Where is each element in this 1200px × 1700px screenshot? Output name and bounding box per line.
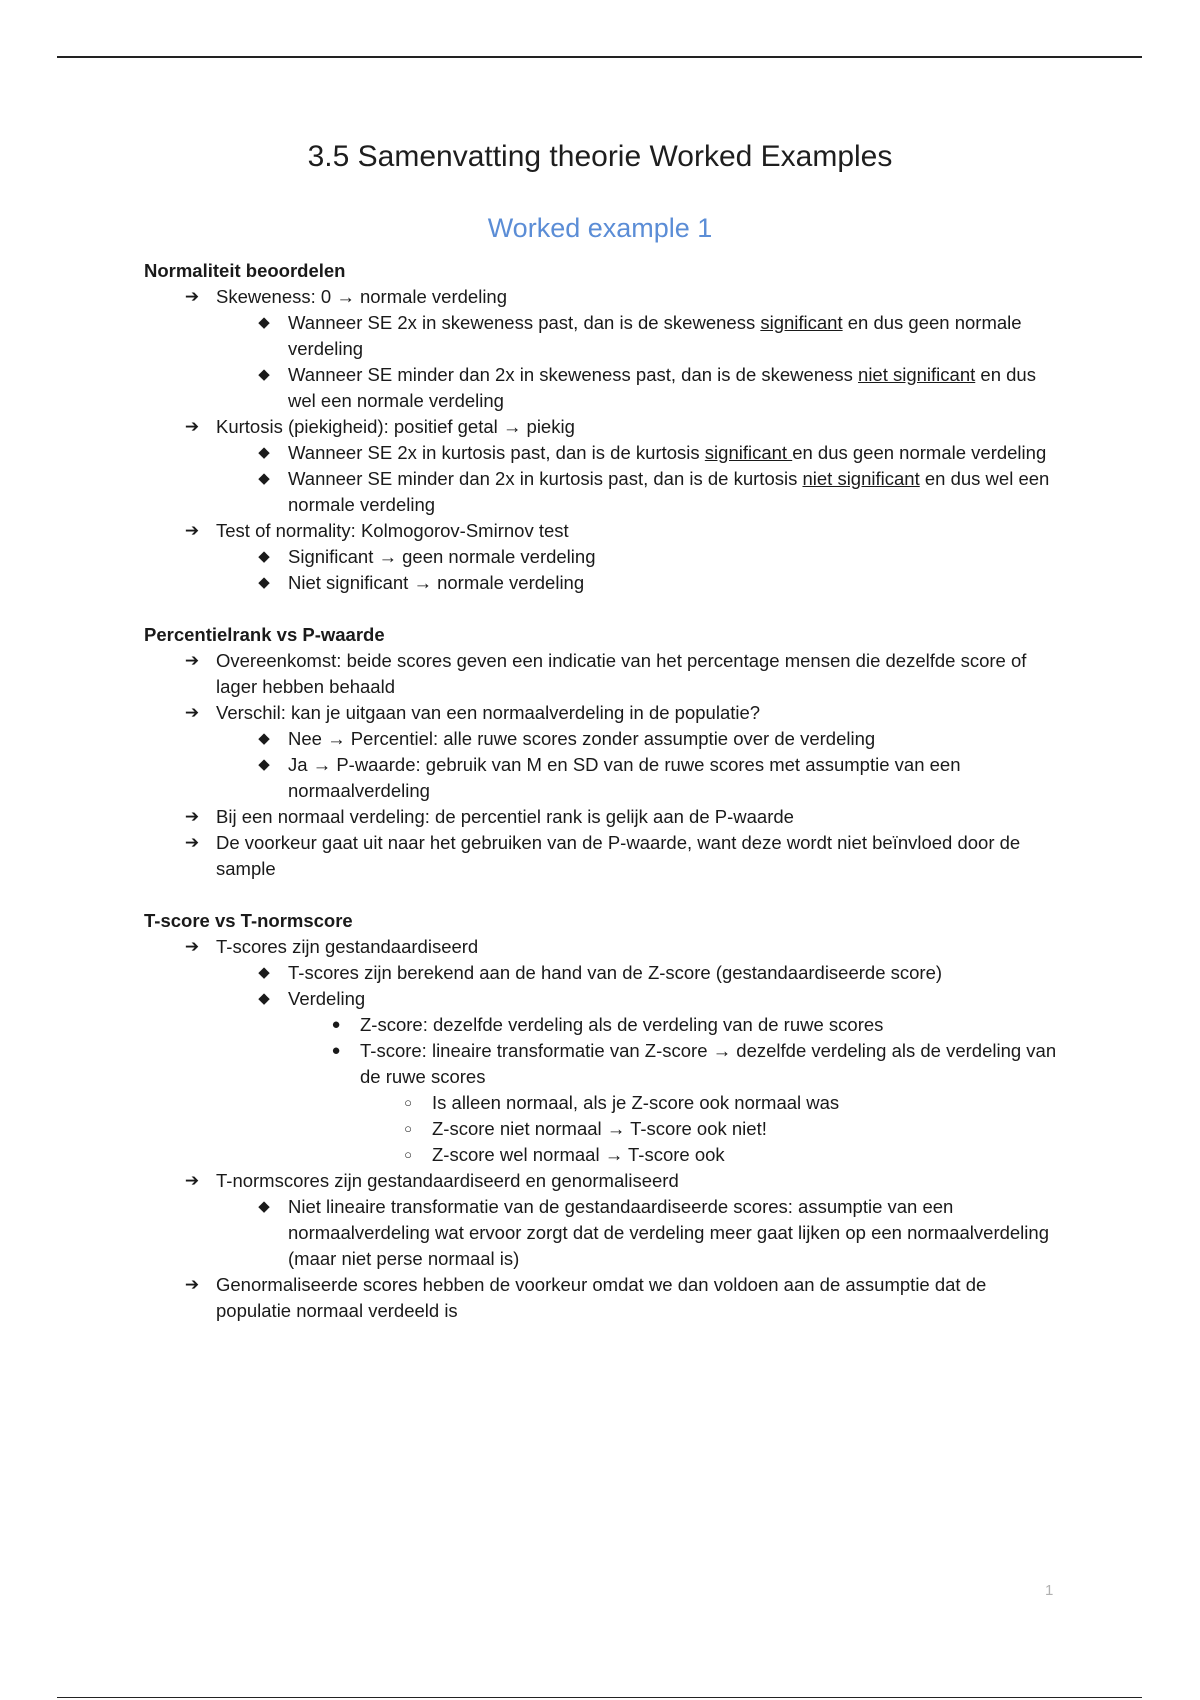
list-item — [144, 1142, 1064, 1168]
list-item — [144, 1038, 1064, 1090]
list-item — [144, 960, 1064, 986]
underlined-term: significant — [760, 312, 843, 333]
item-text: Wanneer SE minder dan 2x in skeweness past, dan is de skeweness — [288, 364, 859, 385]
underlined-term: significant — [704, 442, 793, 463]
item-text: Wanneer SE minder dan 2x in kurtosis past, dan is de kurtosis — [288, 468, 803, 489]
item-text: Kurtosis (piekigheid): positief getal → piekig — [216, 416, 575, 437]
item-text: T-normscores zijn gestandaardiseerd en genormaliseerd — [216, 1170, 679, 1191]
item-text: Z-score niet normaal → T-score ook niet! — [432, 1118, 767, 1139]
item-text: Overeenkomst: beide scores geven een indicatie van het percentage mensen die dezelfde score of lager hebben behaald — [216, 650, 1027, 697]
diamond-icon: ◆ — [258, 548, 270, 565]
item-text: en dus wel een normale verdeling — [288, 364, 1036, 411]
list-item — [144, 414, 1064, 440]
bullet-icon: ● — [331, 1016, 341, 1033]
document-body — [144, 258, 1064, 1324]
item-text: en dus geen normale verdeling — [288, 312, 1022, 359]
list-item — [144, 700, 1064, 726]
diamond-icon: ◆ — [258, 444, 270, 461]
diamond-icon: ◆ — [258, 366, 270, 383]
bottom-rule — [57, 1697, 1142, 1698]
list-item — [144, 830, 1064, 882]
underlined-term: niet significant — [802, 468, 920, 489]
item-text: Wanneer SE 2x in skeweness past, dan is de skeweness — [288, 312, 761, 333]
list-item — [144, 648, 1064, 700]
list-item — [144, 570, 1064, 596]
item-text: Significant → geen normale verdeling — [288, 546, 596, 567]
list-item — [144, 544, 1064, 570]
arrow-icon: ➔ — [184, 417, 200, 436]
arrow-icon: ➔ — [184, 833, 200, 852]
list-item — [144, 284, 1064, 310]
list-item — [144, 1116, 1064, 1142]
diamond-icon: ◆ — [258, 314, 270, 331]
diamond-icon: ◆ — [258, 470, 270, 487]
diamond-icon: ◆ — [258, 730, 270, 747]
arrow-icon: ➔ — [184, 703, 200, 722]
item-text: en dus wel een normale verdeling — [288, 468, 1050, 515]
item-text: Z-score: dezelfde verdeling als de verdeling van de ruwe scores — [360, 1014, 884, 1035]
list-item — [144, 1090, 1064, 1116]
list-item — [144, 804, 1064, 830]
diamond-icon: ◆ — [258, 990, 270, 1007]
list-item — [144, 362, 1064, 414]
item-text: T-scores zijn berekend aan de hand van de Z-score (gestandaardiseerde score) — [288, 962, 943, 983]
arrow-icon: ➔ — [184, 521, 200, 540]
arrow-icon: ➔ — [184, 651, 200, 670]
item-text: Verdeling — [288, 988, 366, 1009]
section-heading-percentiel: Percentielrank vs P-waarde — [144, 624, 385, 645]
circle-icon: ○ — [404, 1121, 412, 1136]
list-item — [144, 1168, 1064, 1194]
diamond-icon: ◆ — [258, 1198, 270, 1215]
document-subtitle: Worked example 1 — [487, 213, 713, 243]
item-text: Test of normality: Kolmogorov-Smirnov test — [216, 520, 569, 541]
list-item — [144, 986, 1064, 1012]
item-text: Wanneer SE 2x in kurtosis past, dan is de kurtosis — [288, 442, 705, 463]
item-text: Verschil: kan je uitgaan van een normaalverdeling in de populatie? — [216, 702, 761, 723]
bullet-icon: ● — [331, 1042, 341, 1059]
page-number: 1 — [1045, 1582, 1054, 1599]
section-heading-normaliteit: Normaliteit beoordelen — [144, 260, 346, 281]
section-heading-tscore: T-score vs T-normscore — [144, 910, 353, 931]
list-item — [144, 726, 1064, 752]
underlined-term: niet significant — [858, 364, 976, 385]
list-item — [144, 1194, 1064, 1272]
arrow-icon: ➔ — [184, 1171, 200, 1190]
document-title: 3.5 Samenvatting theorie Worked Examples — [307, 140, 893, 173]
section-gap — [144, 882, 1064, 908]
arrow-icon: ➔ — [184, 1275, 200, 1294]
list-item — [144, 518, 1064, 544]
arrow-icon: ➔ — [184, 287, 200, 306]
section-gap — [144, 596, 1064, 622]
item-text: Niet significant → normale verdeling — [288, 572, 585, 593]
arrow-icon: ➔ — [184, 937, 200, 956]
circle-icon: ○ — [404, 1095, 412, 1110]
item-text: Skeweness: 0 → normale verdeling — [216, 286, 508, 307]
list-item — [144, 1272, 1064, 1324]
list-item — [144, 752, 1064, 804]
item-text: Genormaliseerde scores hebben de voorkeur omdat we dan voldoen aan de assumptie dat de populatie normaal verdeeld is — [216, 1274, 987, 1321]
item-text: Ja → P-waarde: gebruik van M en SD van de ruwe scores met assumptie van een normaalverdeling — [288, 754, 961, 801]
item-text: T-score: lineaire transformatie van Z-score → dezelfde verdeling als de verdeling van de ruwe scores — [360, 1040, 1057, 1087]
item-text: De voorkeur gaat uit naar het gebruiken van de P-waarde, want deze wordt niet beïnvloed door de sample — [216, 832, 1021, 879]
arrow-icon: ➔ — [184, 807, 200, 826]
item-text: en dus geen normale verdeling — [792, 442, 1047, 463]
list-item — [144, 934, 1064, 960]
top-rule — [57, 56, 1142, 58]
list-item — [144, 466, 1064, 518]
item-text: Bij een normaal verdeling: de percentiel rank is gelijk aan de P-waarde — [216, 806, 794, 827]
list-item — [144, 440, 1064, 466]
item-text: Niet lineaire transformatie van de gestandaardiseerde scores: assumptie van een normaalverdeling wat ervoor zorgt dat de verdeling meer gaat lijken op een normaalverdeling (maar niet perse normaal is) — [288, 1196, 1049, 1269]
list-item — [144, 1012, 1064, 1038]
diamond-icon: ◆ — [258, 964, 270, 981]
circle-icon: ○ — [404, 1147, 412, 1162]
diamond-icon: ◆ — [258, 574, 270, 591]
item-text: Z-score wel normaal → T-score ook — [432, 1144, 725, 1165]
item-text: Nee → Percentiel: alle ruwe scores zonder assumptie over de verdeling — [288, 728, 876, 749]
item-text: T-scores zijn gestandaardiseerd — [216, 936, 479, 957]
list-item — [144, 310, 1064, 362]
item-text: Is alleen normaal, als je Z-score ook normaal was — [432, 1092, 840, 1113]
diamond-icon: ◆ — [258, 756, 270, 773]
